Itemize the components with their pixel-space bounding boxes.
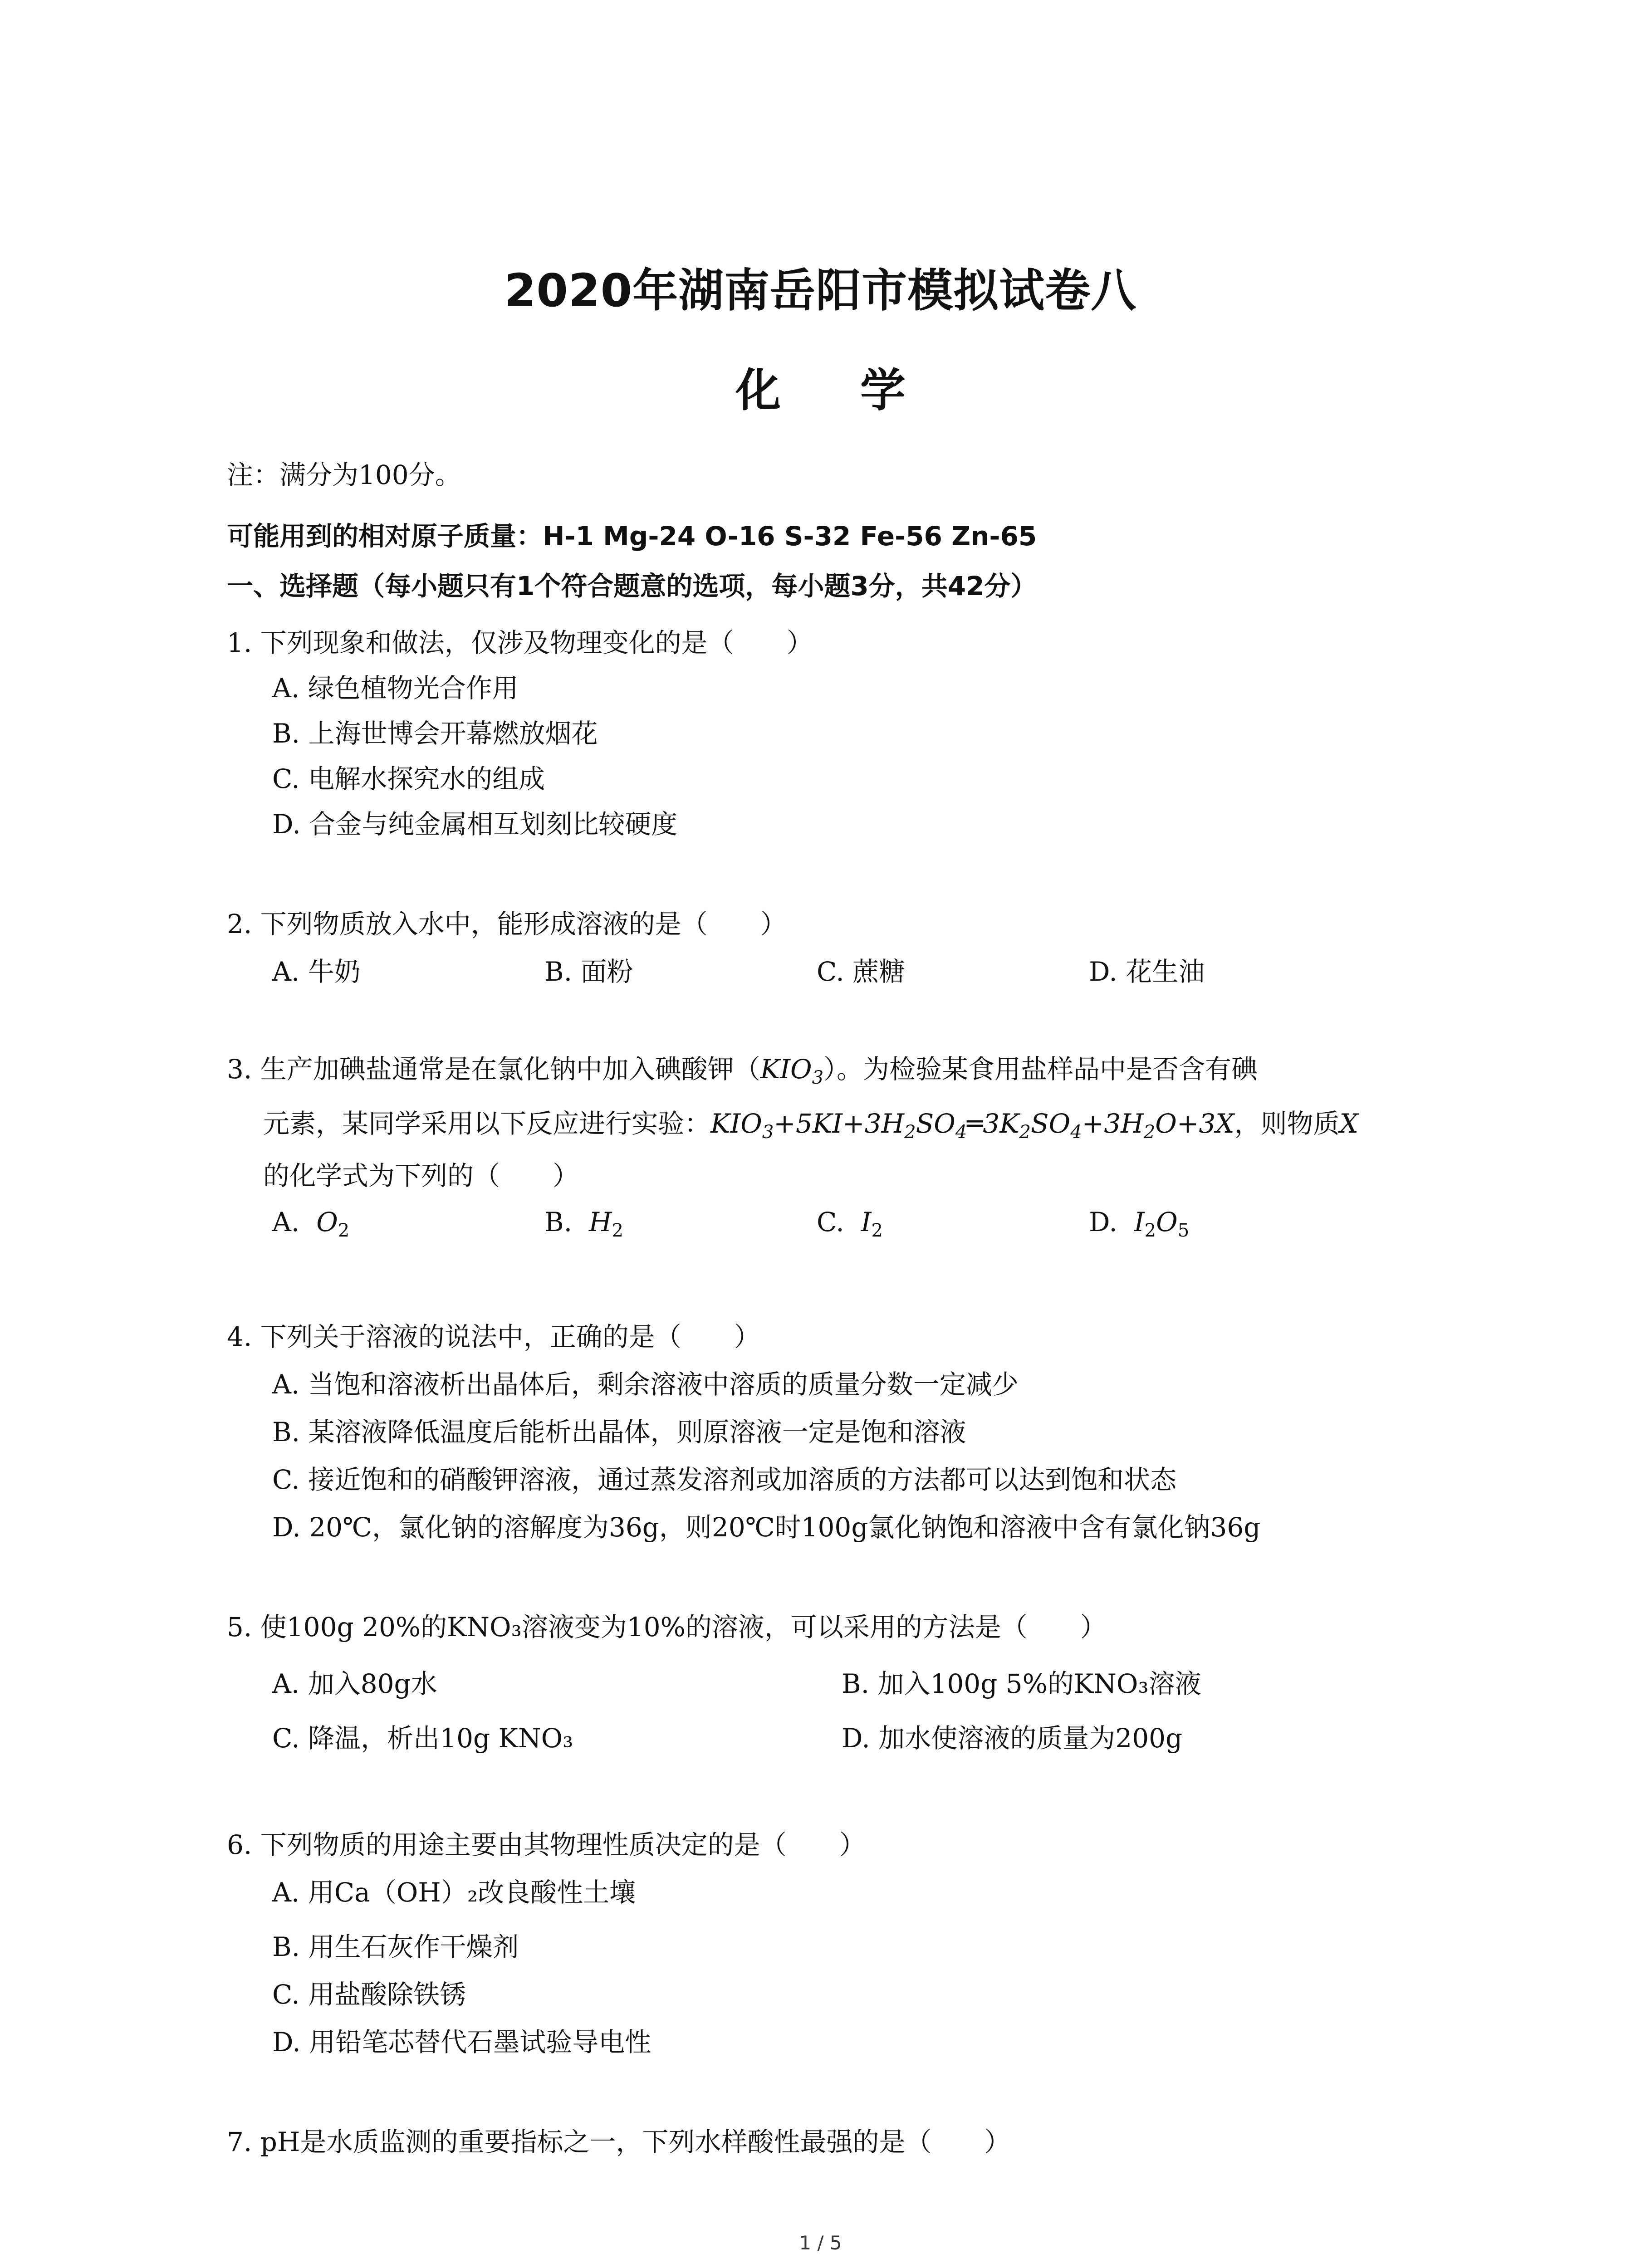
question-1-option-b: B. 上海世博会开幕燃放烟花	[272, 718, 598, 749]
question-3-option-d	[1089, 1207, 1190, 1241]
question-2-stem: 2. 下列物质放入水中，能形成溶液的是（ ）	[227, 909, 787, 939]
question-3-option-c	[817, 1207, 883, 1241]
question-6-option-a: A. 用Ca（OH）₂改良酸性土壤	[272, 1877, 636, 1908]
question-3-formula-kio3-sub: 3	[812, 1067, 824, 1088]
question-4-option-a: A. 当饱和溶液析出晶体后，剩余溶液中溶质的质量分数一定减少	[272, 1369, 1019, 1400]
question-4-option-c: C. 接近饱和的硝酸钾溶液，通过蒸发溶剂或加溶质的方法都可以达到饱和状态	[272, 1464, 1177, 1495]
question-5-stem: 5. 使100g 20%的KNO₃溶液变为10%的溶液，可以采用的方法是（ ）	[227, 1612, 1107, 1642]
question-4-option-d: D. 20℃，氯化钠的溶解度为36g，则20℃时100g氯化钠饱和溶液中含有氯化钠36g	[272, 1512, 1261, 1543]
question-3-option-d-formula-2: O	[1156, 1207, 1178, 1237]
question-3-stem-line-3: 的化学式为下列的（ ）	[263, 1160, 579, 1191]
question-3-formula-kio3-text: KIO	[760, 1054, 812, 1085]
question-6-option-d: D. 用铅笔芯替代石墨试验导电性	[272, 2027, 652, 2058]
page-number: 1 / 5	[799, 2232, 842, 2254]
question-1-option-c: C. 电解水探究水的组成	[272, 763, 545, 794]
question-1-stem: 1. 下列现象和做法，仅涉及物理变化的是（ ）	[227, 627, 813, 658]
question-3-option-c-label: C.	[817, 1207, 844, 1237]
question-3-stem-text-2-end: ，则物质	[1234, 1108, 1340, 1139]
score-note: 注：满分为100分。	[227, 459, 461, 490]
section-heading: 一、选择题（每小题只有1个符合题意的选项，每小题3分，共42分）	[227, 571, 1037, 601]
question-3-option-d-formula-1: I	[1134, 1207, 1145, 1237]
question-3-option-a-label: A.	[272, 1207, 300, 1237]
question-1-option-d: D. 合金与纯金属相互划刻比较硬度	[272, 809, 678, 840]
question-5-option-b: B. 加入100g 5%的KNO₃溶液	[842, 1668, 1201, 1699]
question-1-option-a: A. 绿色植物光合作用	[272, 673, 519, 704]
question-3-stem-line-1	[227, 1048, 1258, 1086]
question-5-option-d: D. 加水使溶液的质量为200g	[842, 1723, 1183, 1754]
question-3-stem-text-1: 3. 生产加碘盐通常是在氯化钠中加入碘酸钾（	[227, 1054, 760, 1085]
question-6-option-c: C. 用盐酸除铁锈	[272, 1979, 466, 2010]
question-3-option-b-label: B.	[544, 1207, 573, 1237]
question-3-option-d-sub-1: 2	[1144, 1220, 1156, 1241]
page-title: 2020年湖南岳阳市模拟试卷八	[504, 264, 1137, 317]
question-4-option-b: B. 某溶液降低温度后能析出晶体，则原溶液一定是饱和溶液	[272, 1417, 966, 1447]
question-3-option-d-label: D.	[1089, 1207, 1117, 1237]
question-3-formula-kio3	[760, 1054, 824, 1088]
question-3-unknown-x: X	[1339, 1108, 1358, 1139]
question-2-option-b: B. 面粉	[544, 956, 633, 987]
question-2-option-a: A. 牛奶	[272, 956, 361, 987]
question-3-option-a-sub: 2	[338, 1220, 350, 1241]
question-7-stem: 7. pH是水质监测的重要指标之一，下列水样酸性最强的是（ ）	[227, 2126, 1011, 2157]
question-2-option-c: C. 蔗糖	[817, 956, 906, 987]
question-3-stem-text-1-end: ）。为检验某食用盐样品中是否含有碘	[823, 1054, 1258, 1085]
question-5-option-c: C. 降温，析出10g KNO₃	[272, 1723, 573, 1754]
question-3-option-a-formula: O	[316, 1207, 338, 1237]
question-3-option-c-sub: 2	[871, 1220, 883, 1241]
question-3-option-b	[544, 1207, 623, 1241]
question-3-stem-line-2	[263, 1102, 1358, 1143]
question-3-option-b-formula: H	[588, 1207, 612, 1237]
subject-title: 化 学	[735, 364, 937, 417]
question-2-option-d: D. 花生油	[1089, 956, 1205, 987]
question-3-option-b-sub: 2	[612, 1220, 623, 1241]
question-4-stem: 4. 下列关于溶液的说法中，正确的是（ ）	[227, 1321, 760, 1352]
question-3-option-a	[272, 1207, 350, 1241]
question-3-stem-text-2: 元素，某同学采用以下反应进行实验：	[263, 1108, 711, 1139]
question-6-option-b: B. 用生石灰作干燥剂	[272, 1931, 519, 1962]
question-5-option-a: A. 加入80g水	[272, 1668, 437, 1699]
question-3-equation: $KIO_3+5KI+3H_2SO_4═3K_2SO_4+3H_2O+3X$	[710, 1108, 1234, 1143]
question-3-option-d-sub-2: 5	[1177, 1220, 1190, 1241]
question-6-stem: 6. 下列物质的用途主要由其物理性质决定的是（ ）	[227, 1829, 866, 1860]
question-3-option-c-formula: I	[861, 1207, 872, 1237]
atomic-masses: 可能用到的相对原子质量：H-1 Mg-24 O-16 S-32 Fe-56 Zn-65	[227, 521, 1037, 552]
